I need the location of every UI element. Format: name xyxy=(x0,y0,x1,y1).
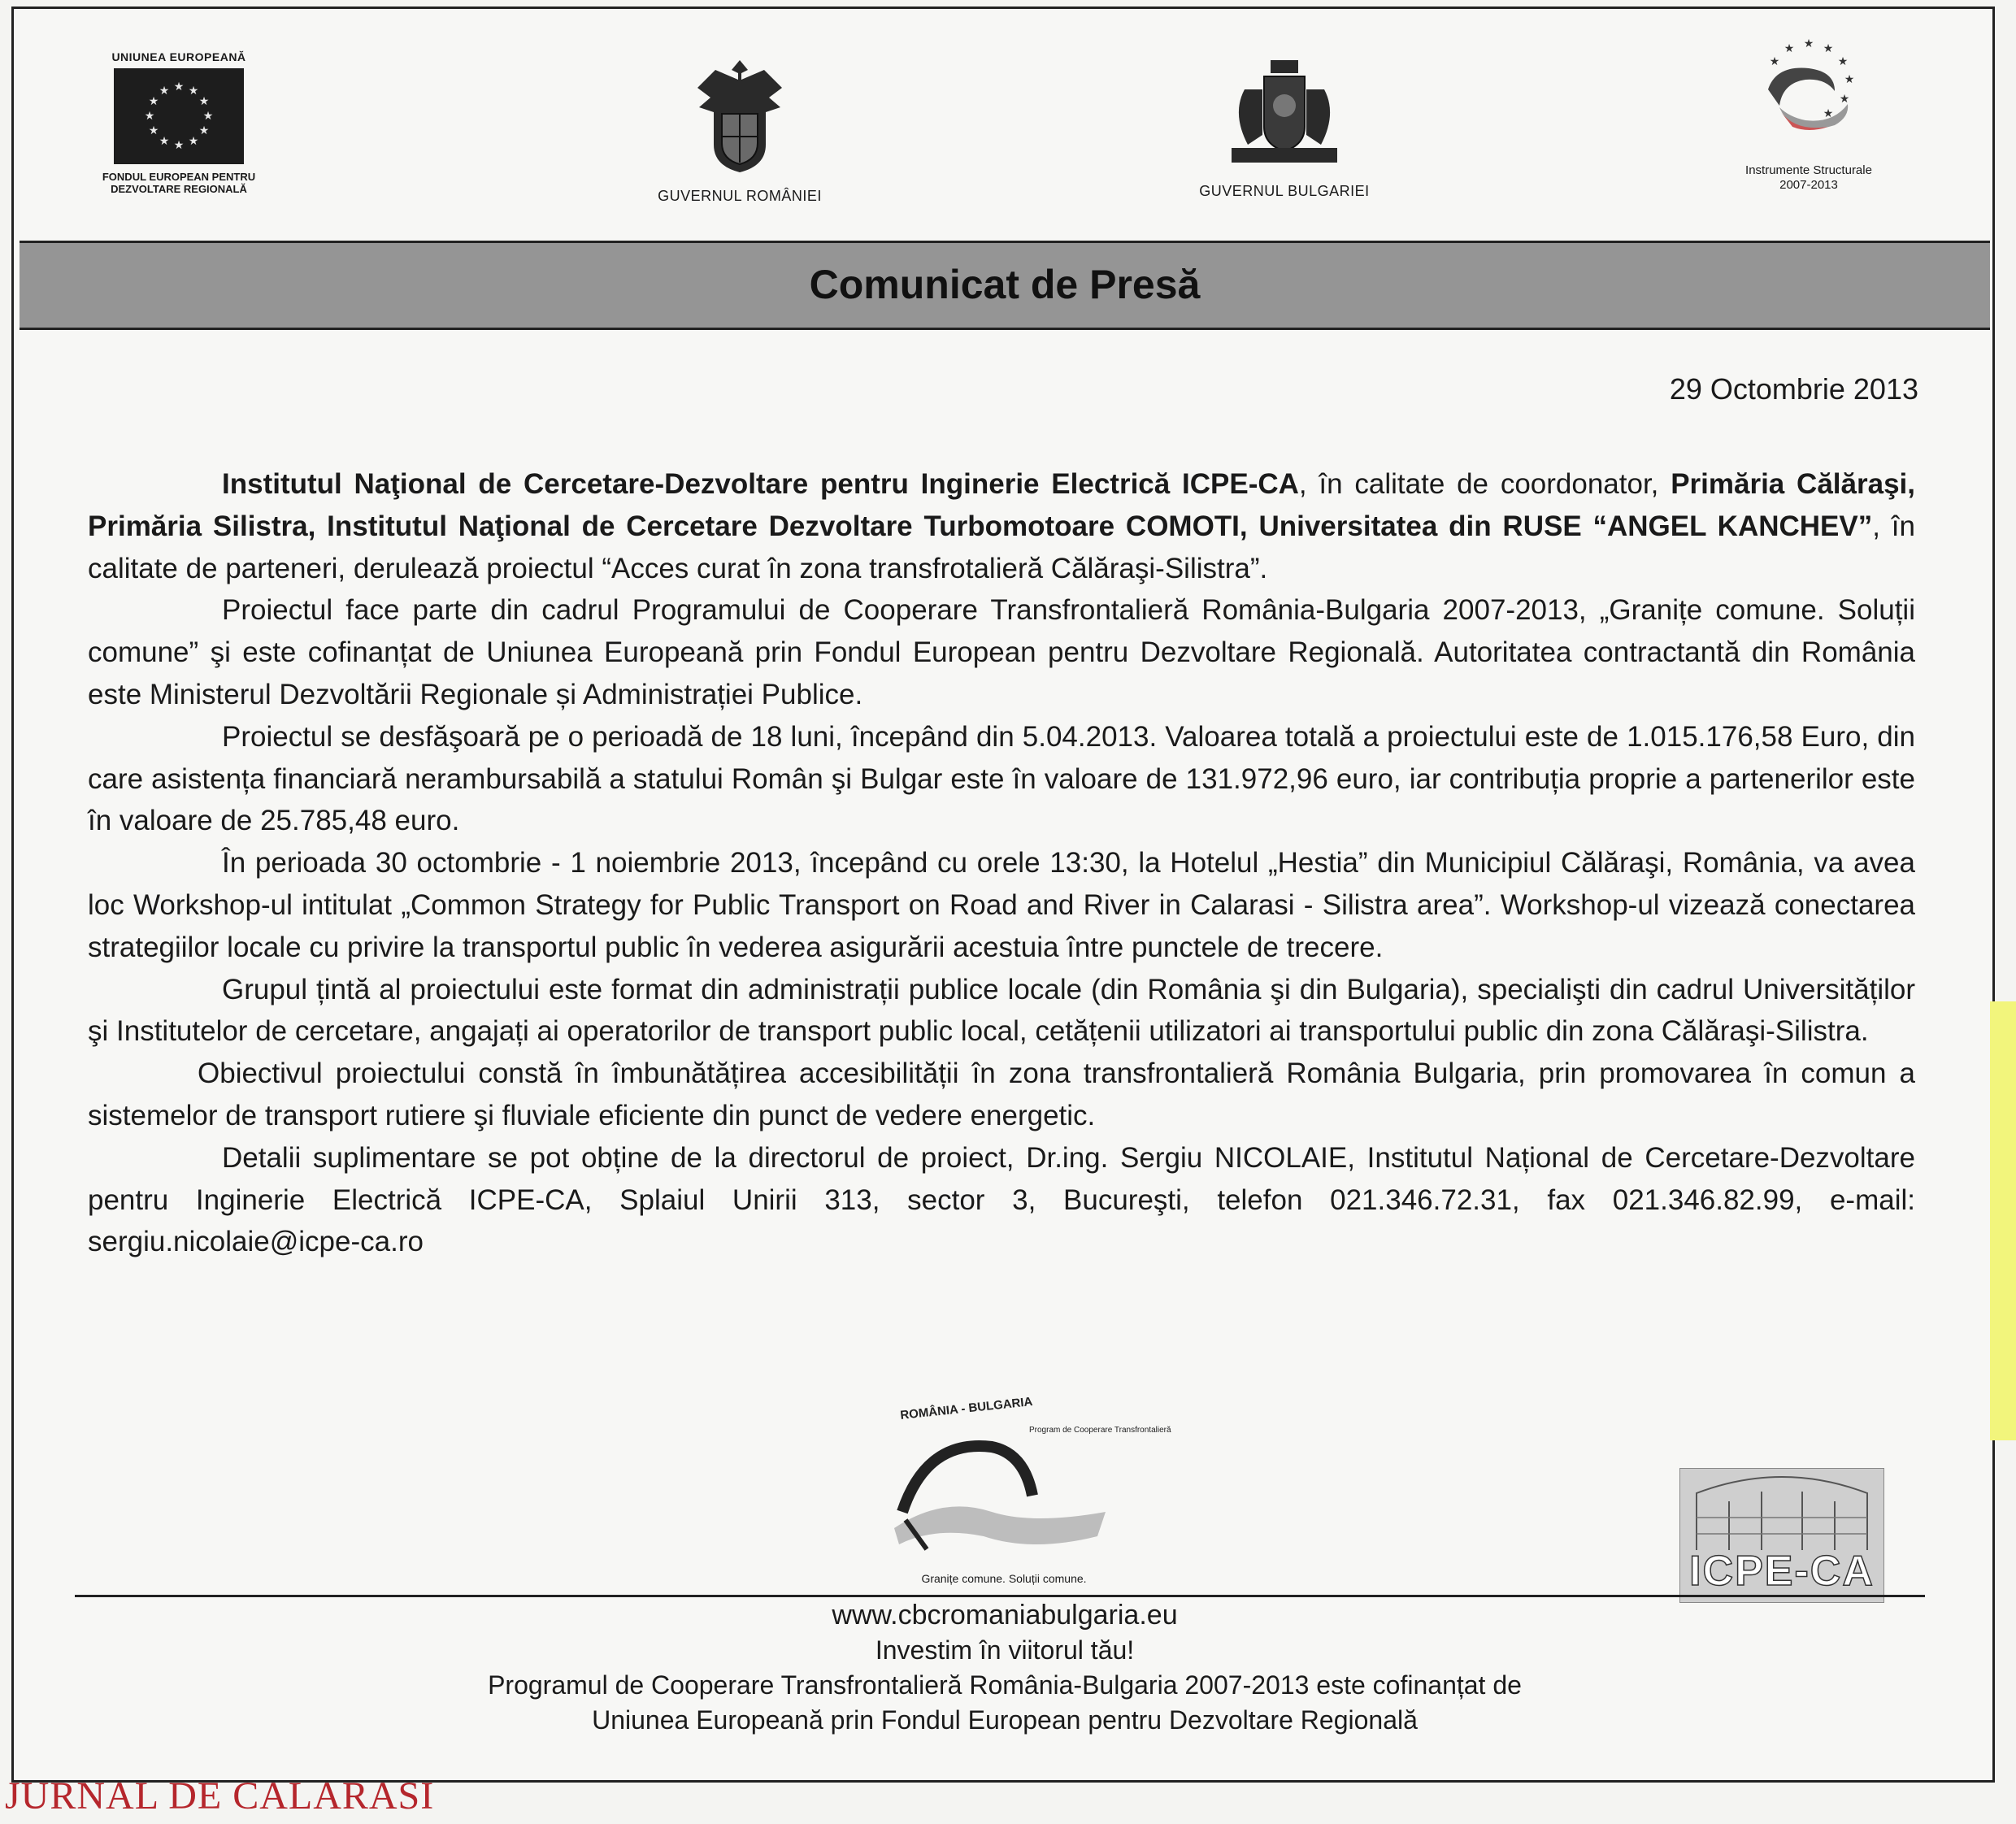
footer-divider xyxy=(75,1595,1925,1597)
bulgaria-government-logo xyxy=(1171,57,1398,200)
icpe-building-icon xyxy=(1680,1469,1883,1558)
bulgaria-government-label: GUVERNUL BULGARIEI xyxy=(1199,183,1370,199)
svg-text:★: ★ xyxy=(159,135,170,148)
page-title: Comunicat de Presă xyxy=(809,262,1201,307)
paragraph-4: În perioada 30 octombrie - 1 noiembrie 2013, începând cu orele 13:30, la Hotelul „Hestia” din Municipiul Călăraşi, România, va avea loc Workshop-ul intitulat „Common Strategy for Public Transport on Road and River in Calarasi - Silistra area”. Workshop-ul vizează conectarea strategiilor locale cu privire la transportul public în vederea asigurării acestuia între punctele de trecere. xyxy=(88,847,1915,963)
svg-text:★: ★ xyxy=(202,110,214,123)
svg-text:★: ★ xyxy=(188,135,199,148)
paragraph-5: Grupul țintă al proiectului este format din administrații publice locale (din România şi din Bulgaria), specialişti din cadrul Universităților şi Institutelor de cercetare, angajați ai operatorilor de transport public local, cetățenii utilizatori ai transportului public din zona Călăraşi-Silistra. xyxy=(88,973,1915,1048)
footer-line-2: Uniunea Europeană prin Fondul European pentru Dezvoltare Regională xyxy=(592,1705,1418,1735)
paragraph-1-bold-2: Primăria Călăraşi, Primăria Silistra, Institutul Naţional de Cercetare Dezvoltare Turbomotoare COMOTI, Universitatea din RUSE “ANGEL KANCHEV” xyxy=(88,468,1915,542)
icpe-ca-logo-text: ICPE-CA xyxy=(1689,1548,1875,1595)
paragraph-1-text-1: , în calitate de coordonator, xyxy=(1298,468,1671,500)
newspaper-source-label: JURNAL DE CALARASI xyxy=(5,1774,435,1817)
structural-instruments-logo xyxy=(1715,33,1902,193)
svg-text:★: ★ xyxy=(173,139,185,152)
margin-highlight-mark xyxy=(1990,1001,2016,1440)
svg-text:★: ★ xyxy=(1769,55,1780,68)
paragraph-1-bold-1: Institutul Naţional de Cercetare-Dezvoltare pentru Inginerie Electrică ICPE-CA xyxy=(222,468,1299,500)
footer-text xyxy=(20,1598,1990,1738)
icpe-ca-logo xyxy=(1679,1468,1884,1603)
program-website-link[interactable]: www.cbcromaniabulgaria.eu xyxy=(832,1600,1178,1631)
eu-logo xyxy=(81,50,276,195)
structural-instruments-line2: 2007-2013 xyxy=(1779,178,1838,192)
release-date: 29 Octombrie 2013 xyxy=(1669,372,1918,406)
structural-instruments-line1: Instrumente Structurale xyxy=(1745,163,1872,177)
svg-text:★: ★ xyxy=(198,95,210,108)
svg-text:★: ★ xyxy=(148,124,159,137)
paragraph-1-text-2: , în calitate de parteneri, derulează proiectul “Acces curat în zona transfrotalieră Călăraşi-Silistra”. xyxy=(88,510,1915,584)
svg-text:★: ★ xyxy=(1839,93,1850,106)
svg-text:★: ★ xyxy=(1844,73,1855,86)
paragraph-1 xyxy=(88,463,1915,589)
svg-text:★: ★ xyxy=(1803,37,1814,50)
program-tagline: Granițe comune. Soluții comune. xyxy=(921,1572,1087,1585)
svg-text:★: ★ xyxy=(1823,42,1834,55)
program-logo-side-text: Program de Cooperare Transfrontalieră xyxy=(1029,1426,1171,1435)
romania-coat-of-arms-icon xyxy=(691,55,789,176)
program-bridge-logo-icon xyxy=(870,1390,1171,1565)
title-bar xyxy=(20,241,1990,330)
paragraph-3: Proiectul se desfăşoară pe o perioadă de 18 luni, începând din 5.04.2013. Valoarea totală a proiectului este de 1.015.176,58 Euro, din care asistența financiară nerambursabilă a statului Român şi Bulgar este în valoare de 131.972,96 euro, iar contribuția proprie a partenerilor este în valoare de 25.785,48 euro. xyxy=(88,720,1915,837)
program-logo xyxy=(870,1390,1171,1593)
svg-text:★: ★ xyxy=(188,85,199,98)
svg-text:★: ★ xyxy=(173,80,185,93)
svg-text:★: ★ xyxy=(198,124,210,137)
paragraph-6: Obiectivul proiectului constă în îmbunătățirea accesibilității în zona transfrontalieră România Bulgaria, prin promovarea în comun a sistemelor de transport rutiere şi fluviale eficiente din punct de vedere energetic. xyxy=(88,1057,1915,1131)
footer-motto: Investim în viitorul tău! xyxy=(875,1635,1135,1665)
romania-government-logo xyxy=(626,55,854,205)
svg-text:★: ★ xyxy=(159,85,170,98)
eu-logo-top-text: UNIUNEA EUROPEANĂ xyxy=(111,50,246,63)
svg-text:★: ★ xyxy=(144,110,155,123)
structural-instruments-label xyxy=(1715,163,1902,193)
svg-text:★: ★ xyxy=(1837,55,1849,68)
romania-government-label: GUVERNUL ROMÂNIEI xyxy=(658,188,822,204)
footer-line-1: Programul de Cooperare Transfrontalieră România-Bulgaria 2007-2013 este cofinanțat de xyxy=(488,1670,1522,1700)
paragraph-2: Proiectul face parte din cadrul Programului de Cooperare Transfrontalieră România-Bulgaria 2007-2013, „Granițe comune. Soluții comune” şi este cofinanțat de Uniunea Europeană prin Fondul European pentru Dezvoltare Regională. Autoritatea contractantă din România este Ministerul Dezvoltării Regionale și Administrației Publice. xyxy=(88,594,1915,710)
program-logo-top-text: ROMÂNIA - BULGARIA xyxy=(899,1394,1034,1422)
paragraph-7: Detalii suplimentare se pot obține de la directorul de proiect, Dr.ing. Sergiu NICOLAIE, Institutul Național de Cercetare-Dezvoltare pentru Inginerie Electrică ICPE-CA, Splaiul Unirii 313, sector 3, Bucureşti, telefon 021.346.72.31, fax 021.346.82.99, e-mail: sergiu.nicolaie@icpe-ca.ro xyxy=(88,1141,1915,1258)
svg-text:★: ★ xyxy=(1823,107,1834,120)
svg-text:★: ★ xyxy=(148,95,159,108)
structural-instruments-swirl-icon xyxy=(1744,33,1874,154)
bulgaria-coat-of-arms-icon xyxy=(1215,57,1353,171)
svg-text:★: ★ xyxy=(1784,42,1795,55)
eu-logo-bottom-text: FONDUL EUROPEAN PENTRU DEZVOLTARE REGIONALĂ xyxy=(102,171,256,195)
press-release-body xyxy=(88,463,1915,1263)
eu-flag-icon xyxy=(114,68,244,164)
